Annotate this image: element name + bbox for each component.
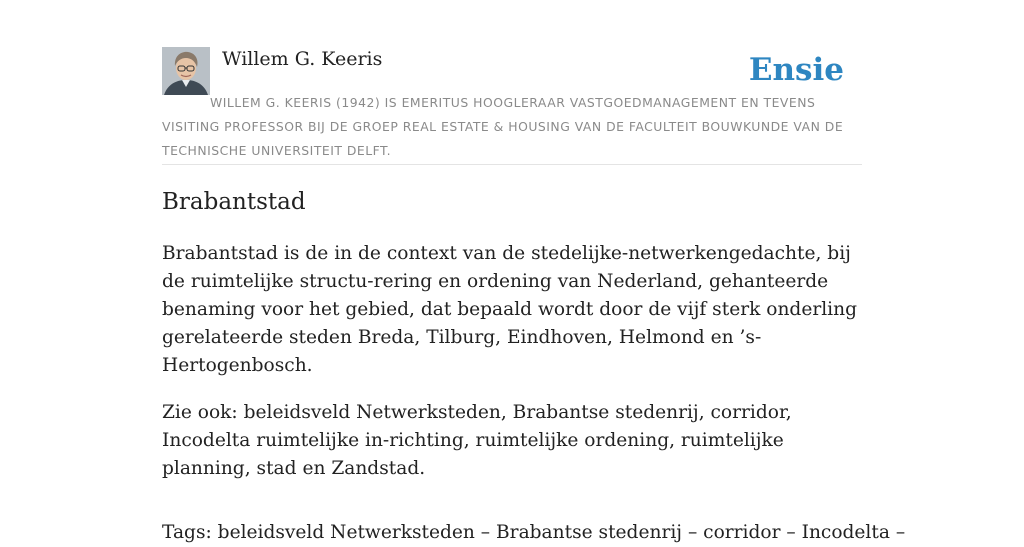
author-avatar[interactable] [162,47,210,95]
author-name[interactable]: Willem G. Keeris [222,48,383,70]
brand-logo[interactable]: Ensie [748,52,844,88]
article-paragraph-see-also: Zie ook: beleidsveld Netwerksteden, Brabantse stedenrij, corridor, Incodelta ruimtelijke in-richting, ruimtelijke ordening, ruimtelijke planning, stad en Zandstad. [162,402,792,479]
author-portrait-icon [162,47,210,95]
article-paragraph-definition: Brabantstad is de in de context van de stedelijke-netwerkengedachte, bij de ruimtelijke structu-rering en ordening van Nederland, gehanteerde benaming voor het gebied, dat bepaald wordt door de vijf sterk onderling gerelateerde steden Breda, Tilburg, Eindhoven, Helmond en ’s-Hertogenbosch. [162,243,857,376]
article [162,184,906,547]
author-bio: WILLEM G. KEERIS (1942) IS EMERITUS HOOGLERAAR VASTGOEDMANAGEMENT EN TEVENS VISITING PROFESSOR BIJ DE GROEP REAL ESTATE & HOUSING VAN DE FACULTEIT BOUWKUNDE VAN DE TECHNISCHE UNIVERSITEIT DELFT. [162,95,844,158]
article-tags: Tags: beleidsveld Netwerksteden – Brabantse stedenrij – corridor – Incodelta – [162,522,906,543]
author-header [162,46,862,165]
article-title: Brabantstad [162,189,306,215]
